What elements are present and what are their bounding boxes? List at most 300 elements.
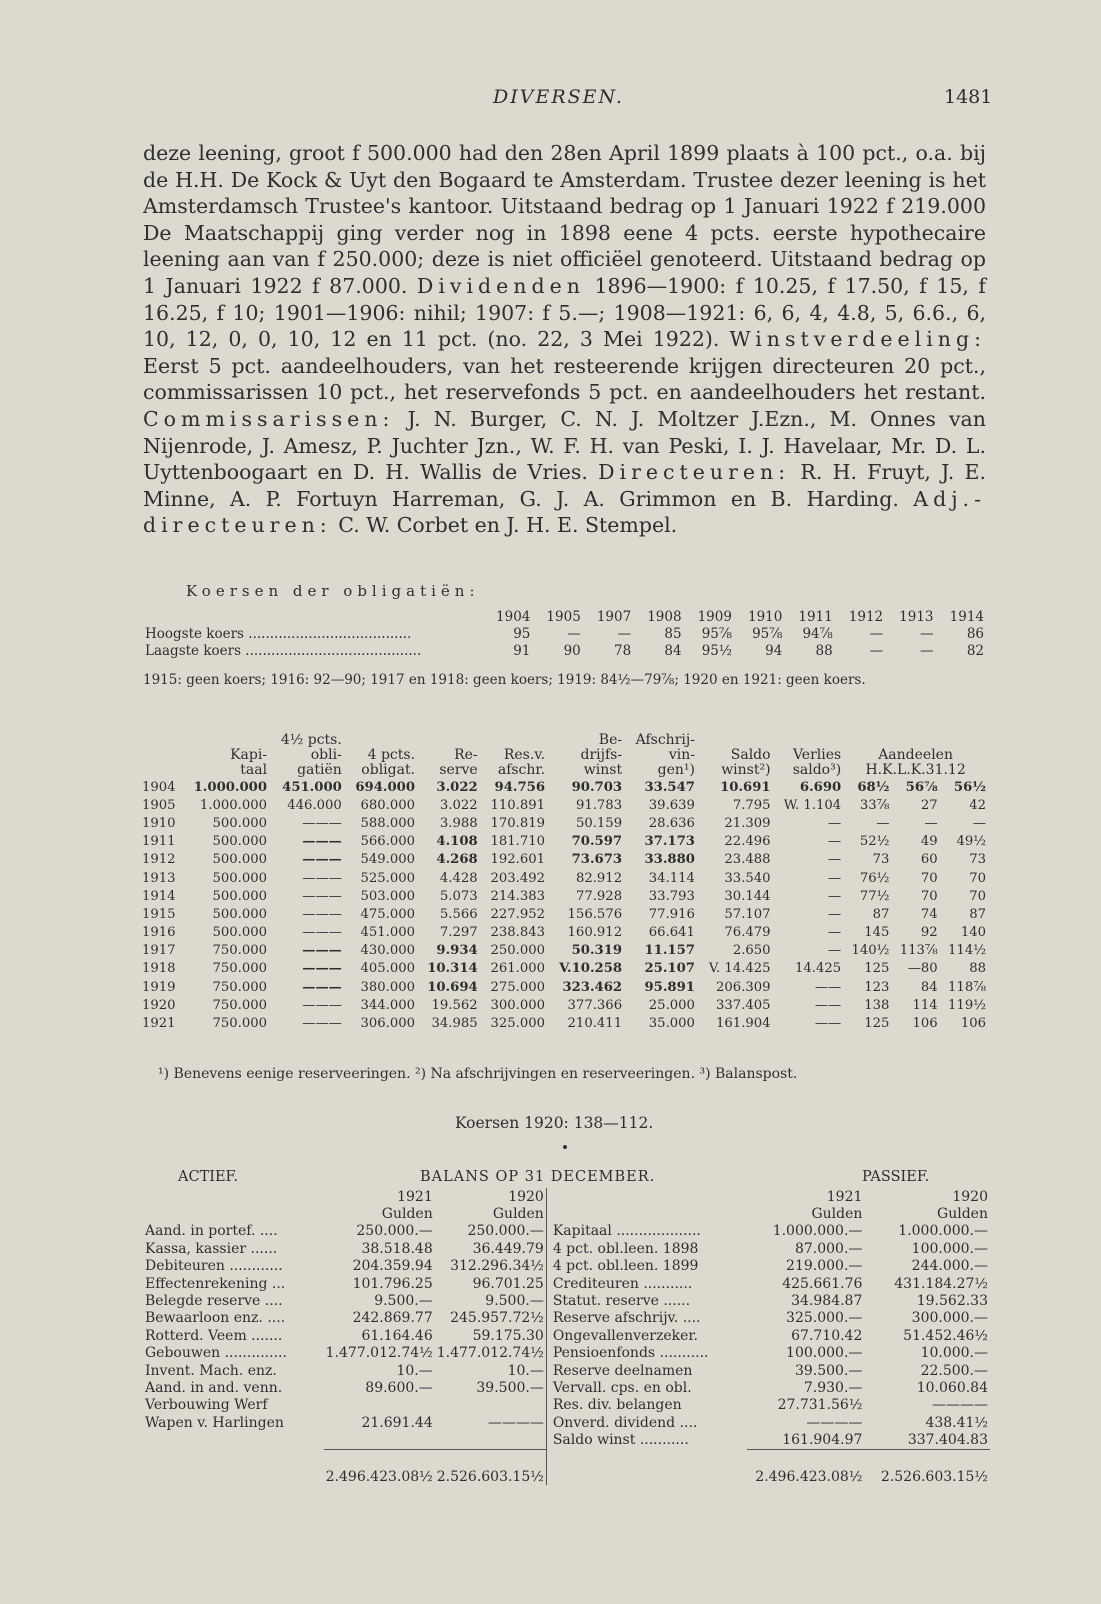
koersen-year-row bbox=[143, 608, 986, 625]
value-cell: 206.309 bbox=[716, 979, 771, 995]
value-cell: 57.107 bbox=[724, 906, 771, 922]
value-cell: ——— bbox=[302, 979, 342, 995]
value-cell: 56⅞ bbox=[905, 779, 938, 795]
passief-value-1920: 244.000.— bbox=[911, 1258, 988, 1275]
value-cell: 50.319 bbox=[571, 943, 623, 959]
actief-value-1920: 1.477.012.74½ bbox=[436, 1345, 544, 1362]
value-cell: 87 bbox=[969, 906, 986, 922]
value-cell: 73 bbox=[969, 852, 986, 868]
value-cell: 160.912 bbox=[567, 925, 623, 941]
column-header: 4 pcts. obligat. bbox=[361, 747, 416, 778]
passief-total-1920: 2.526.603.15½ bbox=[864, 1449, 990, 1485]
actief-label: Invent. Mach. enz. bbox=[145, 1362, 277, 1379]
actief-value-1920: 312.296.34½ bbox=[450, 1258, 544, 1275]
value-cell: 694.000 bbox=[355, 779, 416, 795]
actief-value-1921: 10.— bbox=[396, 1362, 433, 1379]
value-cell: 170.819 bbox=[490, 815, 546, 831]
value-cell: V.10.258 bbox=[559, 961, 623, 977]
actief-label: Kassa, kassier ...... bbox=[145, 1240, 278, 1257]
actief-value-1921: 204.359.94 bbox=[352, 1258, 433, 1275]
koers-cell: — bbox=[567, 625, 581, 642]
value-cell: 114 bbox=[912, 997, 938, 1013]
passief-value-1921: 7.930.— bbox=[803, 1379, 863, 1396]
year-header: 1920 bbox=[952, 1188, 988, 1205]
koers-cell: 82 bbox=[966, 642, 984, 659]
column-header: Kapi- taal bbox=[230, 747, 268, 778]
value-cell: ——— bbox=[302, 815, 342, 831]
value-cell: 106 bbox=[960, 1016, 986, 1032]
row-label: Hoogste koers ...................................... bbox=[145, 625, 412, 642]
value-cell: 3.022 bbox=[439, 797, 478, 813]
table-row bbox=[140, 1014, 988, 1032]
value-cell: 90.703 bbox=[571, 779, 623, 795]
value-cell: 405.000 bbox=[360, 961, 416, 977]
value-cell: — bbox=[828, 834, 842, 850]
koers-cell: 95⅞ bbox=[701, 625, 732, 642]
table-row bbox=[140, 887, 988, 905]
value-cell: 70 bbox=[920, 870, 938, 886]
value-cell: 22.496 bbox=[724, 834, 771, 850]
value-cell: 33.540 bbox=[724, 870, 771, 886]
column-header bbox=[140, 733, 180, 778]
actief-label: Debiteuren ............ bbox=[145, 1258, 283, 1275]
actief-label: ACTIEF. bbox=[178, 1169, 238, 1185]
koersen-year: 1909 bbox=[697, 608, 732, 625]
value-cell: 73.673 bbox=[571, 852, 623, 868]
financials-header-row bbox=[140, 733, 988, 778]
value-cell: 500.000 bbox=[212, 906, 268, 922]
balans-title: BALANS OP 31 DECEMBER. bbox=[420, 1169, 656, 1185]
value-cell: ——— bbox=[302, 925, 342, 941]
actief-value-1920: 59.175.30 bbox=[472, 1327, 544, 1344]
value-cell: — bbox=[972, 815, 986, 831]
value-cell: 119½ bbox=[948, 997, 986, 1013]
value-cell: 74 bbox=[920, 906, 938, 922]
section-label-winstverdeeling: Winstverdeeling: bbox=[729, 327, 986, 352]
value-cell: ——— bbox=[302, 852, 342, 868]
value-cell: 588.000 bbox=[360, 815, 416, 831]
value-cell: 337.405 bbox=[716, 997, 771, 1013]
koers-cell: 78 bbox=[613, 642, 632, 659]
column-header: Saldo winst²) bbox=[721, 747, 771, 778]
koersen-row-laagste bbox=[143, 642, 986, 659]
value-cell: 140½ bbox=[851, 943, 890, 959]
section-label-adj-directeuren: Adj.-directeuren: bbox=[143, 486, 986, 538]
koers-cell: 95 bbox=[513, 625, 531, 642]
value-cell: 446.000 bbox=[287, 797, 342, 813]
value-cell: — bbox=[876, 815, 890, 831]
balans-row bbox=[143, 1414, 990, 1431]
balans-row bbox=[143, 1223, 990, 1240]
balans-row bbox=[143, 1431, 990, 1449]
koers-cell: 95½ bbox=[701, 642, 732, 659]
passief-value-1921: 87.000.— bbox=[794, 1240, 863, 1257]
actief-value-1920 bbox=[435, 1397, 547, 1414]
actief-value-1921: 1.477.012.74½ bbox=[325, 1345, 433, 1362]
koersen-title: Koersen der obligatiën: bbox=[186, 582, 480, 600]
value-cell: 73 bbox=[872, 852, 890, 868]
passief-label: 4 pct. obl.leen. 1899 bbox=[546, 1258, 747, 1275]
value-cell: 138 bbox=[864, 997, 890, 1013]
actief-total-1920: 2.526.603.15½ bbox=[435, 1449, 547, 1485]
passief-value-1921: 325.000.— bbox=[786, 1310, 863, 1327]
balans-year-row bbox=[143, 1188, 990, 1205]
value-cell: 161.904 bbox=[716, 1016, 771, 1032]
passief-label: Res. div. belangen bbox=[546, 1397, 747, 1414]
koersen-row-hoogste bbox=[143, 625, 986, 642]
value-cell: W. 1.104 bbox=[783, 797, 842, 813]
value-cell: 750.000 bbox=[212, 997, 268, 1013]
passief-value-1920: 10.000.— bbox=[920, 1345, 988, 1362]
value-cell: —— bbox=[814, 997, 842, 1013]
value-cell: 56½ bbox=[953, 779, 986, 795]
value-cell: 4.428 bbox=[439, 870, 478, 886]
value-cell: —— bbox=[814, 979, 842, 995]
actief-value-1920: ———— bbox=[487, 1414, 544, 1431]
value-cell: —80 bbox=[907, 961, 938, 977]
value-cell: 7.795 bbox=[732, 797, 771, 813]
actief-label: Gebouwen .............. bbox=[145, 1345, 287, 1362]
value-cell: 3.022 bbox=[436, 779, 478, 795]
koersen-1920: Koersen 1920: 138—112. bbox=[455, 1114, 654, 1132]
value-cell: 275.000 bbox=[490, 979, 546, 995]
para-text-4: J. N. Burger, C. N. J. Moltzer J.Ezn., M. Onnes van Nijenrode, J. Amesz, P. Juchter Jzn., W. F. H. van Peski, I. J. Havelaar, Mr. D. L. Uyttenboogaart en D. H. Wallis de Vries. bbox=[143, 406, 986, 485]
value-cell: ——— bbox=[302, 834, 342, 850]
value-cell: 250.000 bbox=[490, 943, 546, 959]
actief-value-1921: 21.691.44 bbox=[361, 1414, 433, 1431]
koers-cell: — bbox=[920, 642, 934, 659]
value-cell: — bbox=[828, 815, 842, 831]
actief-label bbox=[143, 1431, 324, 1449]
value-cell: 94.756 bbox=[494, 779, 546, 795]
table-row bbox=[140, 978, 988, 996]
value-cell: 500.000 bbox=[212, 834, 268, 850]
passief-label: Reserve afschrijv. .... bbox=[546, 1310, 747, 1327]
balans-row bbox=[143, 1327, 990, 1344]
year-cell: 1916 bbox=[142, 925, 176, 941]
koers-cell: 94⅞ bbox=[802, 625, 833, 642]
value-cell: 145 bbox=[864, 925, 890, 941]
value-cell: 4.268 bbox=[436, 852, 478, 868]
koers-cell: 84 bbox=[664, 642, 682, 659]
value-cell: 39.639 bbox=[648, 797, 695, 813]
koers-cell: 85 bbox=[664, 625, 682, 642]
value-cell: 60 bbox=[920, 852, 938, 868]
section-label-dividenden: Dividenden bbox=[416, 273, 585, 298]
value-cell: — bbox=[828, 870, 842, 886]
value-cell: 50.159 bbox=[575, 815, 623, 831]
value-cell: 451.000 bbox=[282, 779, 342, 795]
passief-value-1920: 51.452.46½ bbox=[903, 1327, 988, 1344]
value-cell: 84 bbox=[920, 979, 938, 995]
value-cell: 500.000 bbox=[212, 815, 268, 831]
actief-value-1921: 250.000.— bbox=[356, 1223, 433, 1240]
value-cell: 77½ bbox=[859, 888, 890, 904]
page-number: 1481 bbox=[944, 86, 993, 108]
year-cell: 1919 bbox=[142, 979, 176, 995]
year-cell: 1915 bbox=[142, 906, 176, 922]
koers-cell: 91 bbox=[513, 642, 531, 659]
value-cell: 76.479 bbox=[724, 925, 771, 941]
year-cell: 1912 bbox=[142, 852, 176, 868]
value-cell: 91.783 bbox=[575, 797, 623, 813]
actief-label: Rotterd. Veem ....... bbox=[145, 1327, 283, 1344]
koersen-year: 1913 bbox=[899, 608, 934, 625]
value-cell: 500.000 bbox=[212, 888, 268, 904]
koersen-year: 1911 bbox=[798, 608, 833, 625]
koers-cell: 88 bbox=[815, 642, 833, 659]
year-header: 1921 bbox=[826, 1188, 863, 1205]
year-header: 1920 bbox=[508, 1188, 544, 1205]
value-cell: 82.912 bbox=[575, 870, 623, 886]
value-cell: 380.000 bbox=[360, 979, 416, 995]
value-cell: 203.492 bbox=[490, 870, 546, 886]
column-header-aandeelen: Aandeelen H.K.L.K.31.12 bbox=[865, 747, 966, 778]
actief-value-1920: 36.449.79 bbox=[472, 1240, 544, 1257]
value-cell: — bbox=[828, 925, 842, 941]
year-cell: 1913 bbox=[142, 870, 176, 886]
actief-value-1921 bbox=[324, 1397, 435, 1414]
value-cell: 70 bbox=[969, 888, 986, 904]
value-cell: —— bbox=[814, 1016, 842, 1032]
passief-label: Crediteuren ........... bbox=[546, 1275, 747, 1292]
value-cell: 680.000 bbox=[360, 797, 416, 813]
value-cell: — bbox=[828, 888, 842, 904]
year-cell: 1914 bbox=[142, 888, 176, 904]
table-row bbox=[140, 942, 988, 960]
table-row bbox=[140, 814, 988, 832]
value-cell: 87 bbox=[872, 906, 890, 922]
value-cell: 34.985 bbox=[431, 1016, 478, 1032]
passief-value-1920: 19.562.33 bbox=[916, 1293, 988, 1310]
passief-value-1921: 100.000.— bbox=[786, 1345, 863, 1362]
para-text-5: R. H. Fruyt, J. E. Minne, A. P. Fortuyn Harreman, G. J. A. Grimmon en B. Harding. bbox=[143, 460, 986, 511]
value-cell: 9.934 bbox=[436, 943, 478, 959]
value-cell: ——— bbox=[302, 943, 342, 959]
value-cell: 1.000.000 bbox=[193, 779, 268, 795]
actief-value-1920: 250.000.— bbox=[467, 1223, 544, 1240]
actief-value-1920: 39.500.— bbox=[476, 1379, 544, 1396]
value-cell: 123 bbox=[864, 979, 890, 995]
table-row bbox=[140, 833, 988, 851]
passief-value-1921: 425.661.76 bbox=[782, 1275, 863, 1292]
column-header: 4½ pcts. obli- gatiën bbox=[280, 732, 342, 778]
value-cell: 10.314 bbox=[427, 961, 478, 977]
value-cell: 68½ bbox=[857, 779, 890, 795]
passief-label: Pensioenfonds ........... bbox=[546, 1345, 747, 1362]
balans-row bbox=[143, 1275, 990, 1292]
passief-value-1921: 27.731.56½ bbox=[777, 1397, 863, 1414]
value-cell: 430.000 bbox=[360, 943, 416, 959]
value-cell: — bbox=[828, 943, 842, 959]
koers-cell: 86 bbox=[966, 625, 984, 642]
value-cell: 35.000 bbox=[648, 1016, 695, 1032]
value-cell: 33.547 bbox=[644, 779, 695, 795]
koersen-year: 1914 bbox=[949, 608, 984, 625]
value-cell: 3.988 bbox=[439, 815, 478, 831]
passief-label: Vervall. cps. en obl. bbox=[546, 1379, 747, 1396]
year-cell: 1904 bbox=[142, 779, 176, 795]
value-cell: 30.144 bbox=[724, 888, 771, 904]
value-cell: 323.462 bbox=[562, 979, 623, 995]
koers-cell: 90 bbox=[563, 642, 581, 659]
value-cell: — bbox=[828, 906, 842, 922]
year-cell: 1921 bbox=[142, 1016, 176, 1032]
value-cell: 77.916 bbox=[648, 906, 695, 922]
section-label-commissarissen: Commissarissen: bbox=[143, 406, 395, 431]
actief-label: Wapen v. Harlingen bbox=[145, 1414, 284, 1431]
value-cell: 750.000 bbox=[212, 1016, 268, 1032]
value-cell: 110.891 bbox=[490, 797, 546, 813]
koersen-note: 1915: geen koers; 1916: 92—90; 1917 en 1918: geen koers; 1919: 84½—79⅞; 1920 en 1921: geen koers. bbox=[143, 672, 866, 688]
value-cell: 549.000 bbox=[360, 852, 416, 868]
value-cell: 500.000 bbox=[212, 870, 268, 886]
section-label-directeuren: Directeuren: bbox=[598, 460, 791, 485]
para-text-6: C. W. Corbet en J. H. E. Stempel. bbox=[331, 513, 678, 538]
value-cell: 70.597 bbox=[571, 834, 623, 850]
value-cell: 49½ bbox=[956, 834, 986, 850]
financials-body bbox=[140, 778, 988, 1033]
koers-cell: — bbox=[920, 625, 934, 642]
para-text-1: deze leening, groot f 500.000 had den 28en April 1899 plaats à 100 pct., o.a. bij de H.H. De Kock & Uyt den Bogaard te Amsterdam. Trustee dezer leening is het Amsterdamsch Trustee's kantoor. Uitstaand bedrag op 1 Januari 1922 f 219.000 De Maatschappij ging verder nog in 1898 eene 4 pcts. eerste hypothecaire leening aan van f 250.000; deze is niet officiëel genoteerd. Uitstaand bedrag op 1 Januari 1922 f 87.000. bbox=[143, 141, 986, 298]
value-cell: ——— bbox=[302, 888, 342, 904]
value-cell: 7.297 bbox=[439, 925, 478, 941]
value-cell: 214.383 bbox=[490, 888, 546, 904]
value-cell: 23.488 bbox=[724, 852, 771, 868]
passief-label: Reserve deelnamen bbox=[546, 1362, 747, 1379]
actief-label: Effectenrekening ... bbox=[145, 1275, 286, 1292]
blank bbox=[143, 1449, 324, 1485]
column-header: Verlies saldo³) bbox=[792, 747, 842, 778]
balans-row bbox=[143, 1345, 990, 1362]
actief-value-1921: 242.869.77 bbox=[352, 1310, 433, 1327]
value-cell: 114½ bbox=[948, 943, 986, 959]
passief-value-1920: 100.000.— bbox=[911, 1240, 988, 1257]
balans-row bbox=[143, 1258, 990, 1275]
year-cell: 1917 bbox=[142, 943, 176, 959]
passief-value-1921: 1.000.000.— bbox=[772, 1223, 863, 1240]
value-cell: 300.000 bbox=[490, 997, 546, 1013]
year-cell: 1918 bbox=[142, 961, 176, 977]
table-row bbox=[140, 905, 988, 923]
actief-total-1921: 2.496.423.08½ bbox=[324, 1449, 435, 1485]
table-row bbox=[140, 996, 988, 1014]
year-header: 1921 bbox=[397, 1188, 433, 1205]
value-cell: 33.793 bbox=[648, 888, 695, 904]
value-cell: 503.000 bbox=[360, 888, 416, 904]
passief-label: Onverd. dividend .... bbox=[546, 1414, 747, 1431]
koersen-year: 1908 bbox=[647, 608, 682, 625]
passief-value-1921: 34.984.87 bbox=[791, 1293, 863, 1310]
value-cell: 25.000 bbox=[648, 997, 695, 1013]
running-title: DIVERSEN. bbox=[493, 86, 624, 108]
value-cell: 227.952 bbox=[490, 906, 546, 922]
passief-value-1920: 22.500.— bbox=[920, 1362, 988, 1379]
passief-value-1920: 10.060.84 bbox=[916, 1379, 988, 1396]
koersen-year: 1910 bbox=[747, 608, 783, 625]
value-cell: 750.000 bbox=[212, 961, 268, 977]
value-cell: 28.636 bbox=[648, 815, 695, 831]
passief-value-1921: ———— bbox=[806, 1414, 863, 1431]
column-header: Re- serve bbox=[439, 747, 478, 778]
balans-row bbox=[143, 1310, 990, 1327]
actief-value-1920 bbox=[435, 1431, 547, 1449]
value-cell: 5.073 bbox=[439, 888, 478, 904]
value-cell: 325.000 bbox=[490, 1016, 546, 1032]
table-row bbox=[140, 778, 988, 796]
passief-value-1920: 337.404.83 bbox=[907, 1432, 988, 1449]
value-cell: 1.000.000 bbox=[199, 797, 268, 813]
value-cell: 88 bbox=[969, 961, 986, 977]
passief-total-1921: 2.496.423.08½ bbox=[747, 1449, 864, 1485]
balans-body bbox=[143, 1188, 990, 1485]
column-header: Be- drijfs- winst bbox=[580, 732, 623, 778]
value-cell: 566.000 bbox=[360, 834, 416, 850]
actief-label: Verbouwing Werf bbox=[145, 1397, 268, 1414]
passief-value-1921: 219.000.— bbox=[786, 1258, 863, 1275]
passief-label: Kapitaal ................... bbox=[546, 1223, 747, 1240]
value-cell: 49 bbox=[920, 834, 938, 850]
value-cell: 70 bbox=[920, 888, 938, 904]
year-cell: 1910 bbox=[142, 815, 176, 831]
value-cell: 66.641 bbox=[648, 925, 695, 941]
value-cell: 238.843 bbox=[490, 925, 546, 941]
value-cell: 4.108 bbox=[436, 834, 478, 850]
value-cell: 140 bbox=[960, 925, 986, 941]
table-row bbox=[140, 796, 988, 814]
value-cell: 92 bbox=[920, 925, 938, 941]
koersen-table bbox=[143, 608, 986, 659]
value-cell: ——— bbox=[302, 906, 342, 922]
value-cell: 19.562 bbox=[431, 997, 478, 1013]
balans-unit-row bbox=[143, 1205, 990, 1222]
value-cell: 451.000 bbox=[360, 925, 416, 941]
balans-row bbox=[143, 1292, 990, 1309]
value-cell: 113⅞ bbox=[899, 943, 938, 959]
passief-label: Ongevallenverzeker. bbox=[546, 1327, 747, 1344]
actief-value-1921: 101.796.25 bbox=[352, 1275, 433, 1292]
value-cell: 500.000 bbox=[212, 852, 268, 868]
body-paragraph bbox=[143, 140, 986, 539]
value-cell: ——— bbox=[302, 1016, 342, 1032]
actief-value-1920: 96.701.25 bbox=[472, 1275, 544, 1292]
value-cell: 181.710 bbox=[490, 834, 546, 850]
financials-footnote: ¹) Benevens eenige reserveeringen. ²) Na afschrijvingen en reserveeringen. ³) Balanspost. bbox=[158, 1066, 798, 1082]
value-cell: 34.114 bbox=[648, 870, 695, 886]
balans-row bbox=[143, 1379, 990, 1396]
table-row bbox=[140, 851, 988, 869]
passief-value-1921: 67.710.42 bbox=[791, 1327, 863, 1344]
value-cell: 14.425 bbox=[795, 961, 842, 977]
value-cell: 261.000 bbox=[490, 961, 546, 977]
balans-table bbox=[143, 1188, 990, 1485]
passief-value-1920: ———— bbox=[932, 1397, 988, 1414]
koersen-year: 1904 bbox=[496, 608, 531, 625]
value-cell: 344.000 bbox=[360, 997, 416, 1013]
value-cell: 33.880 bbox=[644, 852, 695, 868]
value-cell: 500.000 bbox=[212, 925, 268, 941]
koers-cell: — bbox=[869, 642, 884, 659]
balans-row bbox=[143, 1362, 990, 1379]
value-cell: 6.690 bbox=[799, 779, 842, 795]
value-cell: ——— bbox=[302, 997, 342, 1013]
column-header: Afschrij- vin- gen¹) bbox=[635, 732, 695, 778]
year-cell: 1920 bbox=[142, 997, 176, 1013]
value-cell: 52½ bbox=[859, 834, 890, 850]
value-cell: 10.694 bbox=[427, 979, 478, 995]
value-cell: 70 bbox=[969, 870, 986, 886]
passief-value-1921: 161.904.97 bbox=[782, 1432, 863, 1449]
